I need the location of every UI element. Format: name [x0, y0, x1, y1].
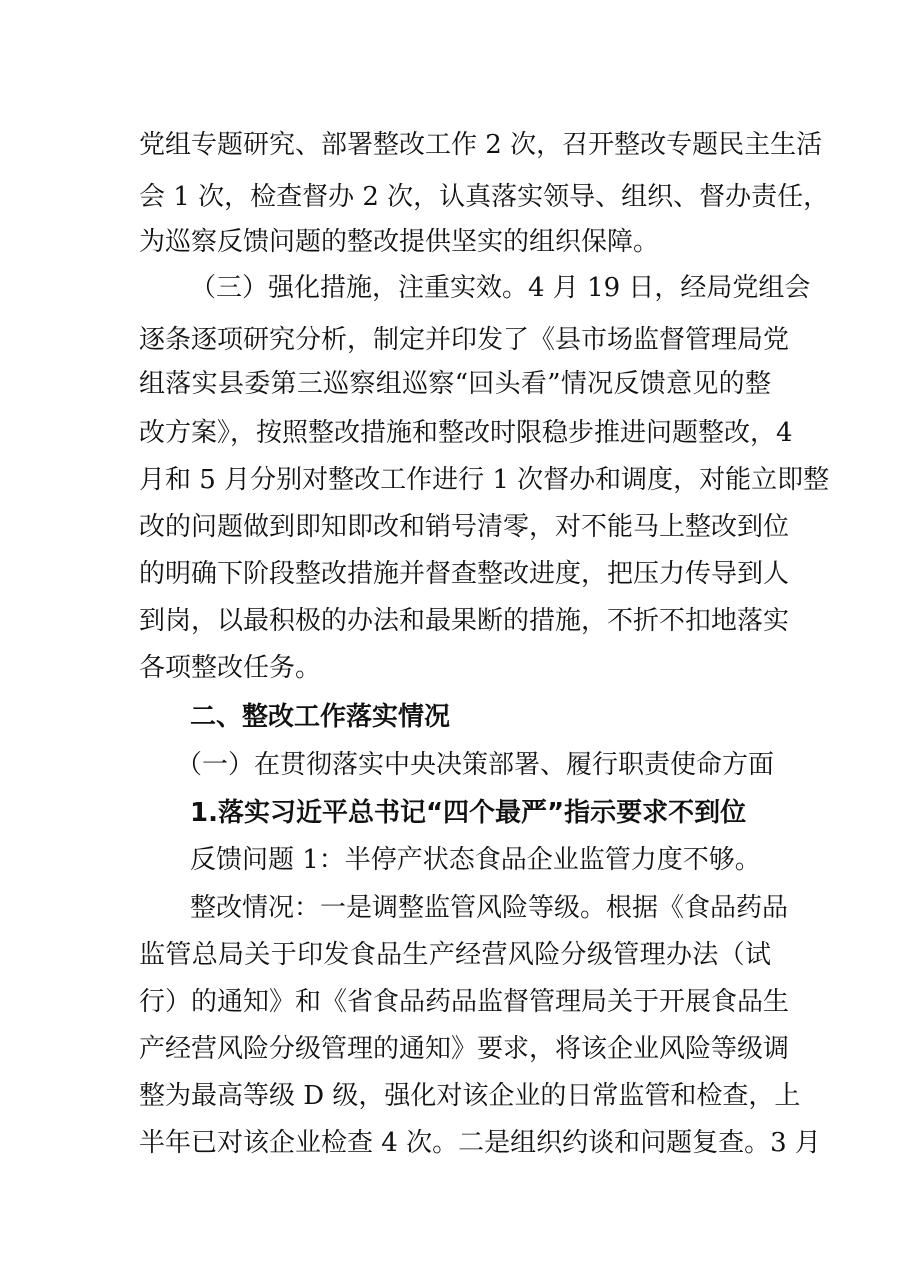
paragraph-2-line-5: 月和 5 月分别对整改工作进行 1 次督办和调度，对能立即整 [139, 465, 830, 495]
paragraph-3-line-4: 产经营风险分级管理的通知》要求，将该企业风险等级调 [139, 1034, 790, 1064]
paragraph-2-line-9: 各项整改任务。 [139, 653, 322, 683]
paragraph-3-line-6: 半年已对该企业检查 4 次。二是组织约谈和问题复查。3 月 [139, 1128, 821, 1158]
paragraph-2-line-4: 改方案》，按照整改措施和整改时限稳步推进问题整改，4 [139, 418, 793, 448]
subsection-heading: （一）在贯彻落实中央决策部署、履行职责使命方面 [176, 750, 775, 780]
item-heading: 1.落实习近平总书记“四个最严”指示要求不到位 [190, 798, 747, 828]
section-heading: 二、整改工作落实情况 [190, 702, 451, 732]
paragraph-2-line-3: 组落实县委第三巡察组巡察“回头看”情况反馈意见的整 [139, 369, 771, 399]
feedback-issue: 反馈问题 1：半停产状态食品企业监管力度不够。 [190, 845, 761, 875]
paragraph-2-line-1: （三）强化措施，注重实效。4 月 19 日，经局党组会 [190, 273, 811, 303]
paragraph-3-line-1: 整改情况：一是调整监管风险等级。根据《食品药品 [190, 893, 789, 923]
paragraph-3-line-5: 整为最高等级 D 级，强化对该企业的日常监管和检查，上 [139, 1081, 801, 1111]
paragraph-1-line-1: 党组专题研究、部署整改工作 2 次，召开整改专题民主生活 [139, 130, 823, 160]
paragraph-2-line-2: 逐条逐项研究分析，制定并印发了《县市场监督管理局党 [139, 325, 790, 355]
paragraph-2-line-6: 改的问题做到即知即改和销号清零，对不能马上整改到位 [139, 512, 790, 542]
paragraph-2-line-8: 到岗，以最积极的办法和最果断的措施，不折不扣地落实 [139, 606, 790, 636]
paragraph-3-line-2: 监管总局关于印发食品生产经营风险分级管理办法（试 [139, 940, 771, 970]
paragraph-3-line-3: 行）的通知》和《省食品药品监督管理局关于开展食品生 [139, 987, 790, 1017]
paragraph-1-line-3: 为巡察反馈问题的整改提供坚实的组织保障。 [139, 227, 660, 257]
paragraph-1-line-2: 会 1 次，检查督办 2 次，认真落实领导、组织、督办责任， [139, 182, 830, 212]
paragraph-2-line-7: 的明确下阶段整改措施并督查整改进度，把压力传导到人 [139, 559, 790, 589]
